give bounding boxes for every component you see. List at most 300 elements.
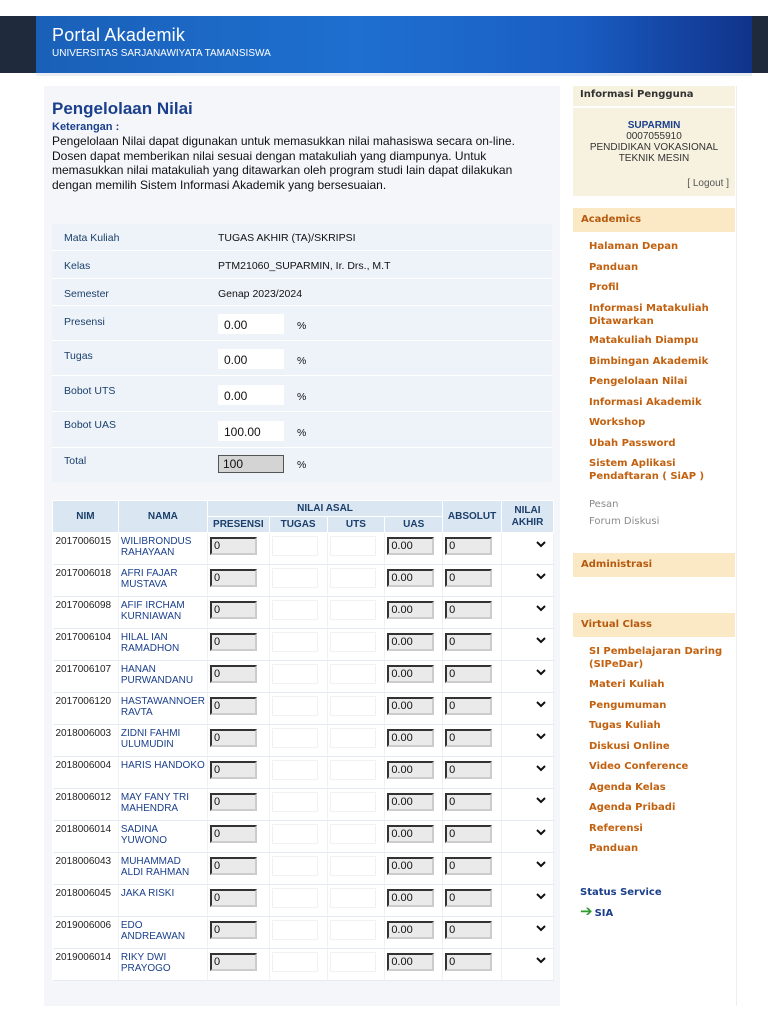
nama-cell: SADINA YUWONO [118,821,207,853]
final-grade-select[interactable] [510,600,550,620]
nama-cell: HASTAWANNOER RAVTA [118,693,207,725]
tugas-score-input[interactable] [272,536,318,556]
chevron-down-icon [536,891,546,903]
sidebar-item-pengelolaan-nilai[interactable]: Pengelolaan Nilai [589,376,688,387]
absolut-cell [443,533,502,565]
uas-cell [385,565,443,597]
tugas-score-input[interactable] [272,856,318,876]
presensi-score-field: 0 [210,601,257,619]
uts-score-input[interactable] [330,696,376,716]
uts-cell [327,725,385,757]
tugas-cell [269,629,327,661]
presensi-cell [207,885,269,917]
nama-cell: RIKY DWI PRAYOGO [118,949,207,981]
tugas-score-input[interactable] [272,728,318,748]
tugas-cell [269,853,327,885]
tugas-score-input[interactable] [272,600,318,620]
sidebar-item-panduan-virtual[interactable]: Panduan [589,843,639,854]
nim-cell: 2018006043 [53,853,119,885]
sidebar [573,86,735,920]
uts-cell [327,757,385,789]
table-row [53,725,554,757]
percent-unit: % [297,355,307,367]
sidebar-item-informasi-matakuliah[interactable]: Informasi Matakuliah Ditawarkan [589,303,709,327]
uas-cell [385,533,443,565]
sidebar-item-panduan[interactable]: Panduan [589,262,639,273]
nilai-akhir-cell [501,821,553,853]
tugas-header: TUGAS [269,517,327,533]
uas-score-field: 0.00 [387,825,434,843]
form-row-uts [52,377,552,412]
sidebar-item-pesan[interactable]: Pesan [589,499,619,510]
absolut-cell [443,629,502,661]
absolut-cell [443,885,502,917]
chevron-down-icon [536,699,546,711]
uts-cell [327,533,385,565]
presensi-score-field: 0 [210,889,257,907]
tugas-cell [269,725,327,757]
absolut-score-field: 0 [445,601,492,619]
presensi-cell [207,629,269,661]
nama-cell: HANAN PURWANDANU [118,661,207,693]
nim-cell: 2018006045 [53,885,119,917]
presensi-score-field: 0 [210,793,257,811]
uas-cell [385,693,443,725]
nim-header: NIM [53,501,119,533]
user-program: TEKNIK MESIN [618,153,690,164]
top-banner [0,16,768,73]
form-row-mata-kuliah [52,224,552,251]
sidebar-item-materi-kuliah[interactable]: Materi Kuliah [589,679,665,690]
tugas-cell [269,885,327,917]
uas-score-field: 0.00 [387,857,434,875]
info-label: Keterangan : [52,121,120,133]
table-row [53,757,554,789]
uas-cell [385,725,443,757]
uts-cell [327,885,385,917]
form-row-tugas [52,342,552,376]
grade-table [52,500,554,981]
uas-score-field: 0.00 [387,729,434,747]
nim-cell: 2017006015 [53,533,119,565]
nilai-akhir-cell [501,565,553,597]
tugas-cell [269,693,327,725]
sidebar-item-informasi-akademik[interactable]: Informasi Akademik [589,397,702,408]
presensi-score-field: 0 [210,857,257,875]
form-row-semester [52,280,552,306]
chevron-down-icon [536,731,546,743]
percent-unit: % [297,391,307,403]
presensi-score-field: 0 [210,729,257,747]
presensi-cell [207,597,269,629]
chevron-down-icon [536,603,546,615]
uas-cell [385,789,443,821]
form-row-kelas [52,252,552,279]
absolut-score-field: 0 [445,665,492,683]
tugas-cell [269,533,327,565]
nama-cell: MUHAMMAD ALDI RAHMAN [118,853,207,885]
mata-kuliah-label: Mata Kuliah [64,232,120,244]
uas-cell [385,597,443,629]
nilai-akhir-cell [501,597,553,629]
absolut-cell [443,757,502,789]
nilai-akhir-cell [501,629,553,661]
user-info-heading: Informasi Pengguna [573,86,735,106]
nama-cell: EDO ANDREAWAN [118,917,207,949]
sidebar-item-ubah-password[interactable]: Ubah Password [589,438,676,449]
tugas-score-input[interactable] [272,632,318,652]
presensi-cell [207,949,269,981]
presensi-header: PRESENSI [207,517,269,533]
form-row-presensi [52,307,552,341]
table-row [53,629,554,661]
nama-header: NAMA [118,501,207,533]
chevron-down-icon [536,955,546,967]
absolut-header: ABSOLUT [443,501,502,533]
tugas-score-input[interactable] [272,760,318,780]
tugas-score-input[interactable] [272,824,318,844]
tugas-score-input[interactable] [272,920,318,940]
form-row-uas [52,413,552,448]
absolut-cell [443,853,502,885]
nim-cell: 2018006014 [53,821,119,853]
portal-name: Portal Akademik [52,25,186,45]
form-row-total [52,449,552,482]
grade-settings-form [52,224,552,482]
uas-score-field: 0.00 [387,633,434,651]
chevron-down-icon [536,795,546,807]
final-grade-select[interactable] [510,728,550,748]
tugas-score-input[interactable] [272,696,318,716]
absolut-score-field: 0 [445,793,492,811]
chevron-down-icon [536,763,546,775]
tugas-score-input[interactable] [272,952,318,972]
sidebar-item-agenda-pribadi[interactable]: Agenda Pribadi [589,802,676,813]
presensi-score-field: 0 [210,633,257,651]
nama-cell: WILIBRONDUS RAHAYAAN [118,533,207,565]
nilai-akhir-cell [501,757,553,789]
chevron-down-icon [536,859,546,871]
page-title: Pengelolaan Nilai [52,99,193,118]
uts-cell [327,693,385,725]
absolut-cell [443,821,502,853]
uas-cell [385,757,443,789]
page-edge [736,86,737,1006]
sidebar-item-matakuliah-diampu[interactable]: Matakuliah Diampu [589,335,699,346]
nim-cell: 2019006006 [53,917,119,949]
grade-rows [53,533,554,981]
tugas-label: Tugas [64,350,93,362]
absolut-score-field: 0 [445,953,492,971]
uts-score-input[interactable] [330,856,376,876]
uts-cell [327,949,385,981]
uts-cell [327,629,385,661]
absolut-cell [443,949,502,981]
main-content [44,86,560,1006]
uas-score-field: 0.00 [387,537,434,555]
uts-weight-input[interactable]: 0.00 [218,385,284,405]
nama-cell: ZIDNI FAHMI ULUMUDIN [118,725,207,757]
header [36,16,752,73]
uas-score-field: 0.00 [387,921,434,939]
info-text: Pengelolaan Nilai dapat digunakan untuk memasukkan nilai mahasiswa secara on-line. Dosen dapat memberikan nilai sesuai dengan matakuliah yang diampunya. Untuk memasukkan nilai matakuliah yang ditawarkan oleh program studi lain dapat dilakukan dengan memilih Sistem Informasi Akademik yang bersesuaian. [52,134,515,192]
sidebar-item-halaman-depan[interactable]: Halaman Depan [589,241,679,252]
tugas-cell [269,597,327,629]
administrasi-heading: Administrasi [573,553,735,577]
uts-cell [327,917,385,949]
presensi-cell [207,917,269,949]
nilai-akhir-cell [501,789,553,821]
presensi-cell [207,725,269,757]
nama-cell: AFIF IRCHAM KURNIAWAN [118,597,207,629]
uts-cell [327,661,385,693]
nilai-akhir-cell [501,725,553,757]
nilai-akhir-cell [501,661,553,693]
absolut-cell [443,725,502,757]
table-row [53,949,554,981]
nilai-asal-header: NILAI ASAL [207,501,442,517]
chevron-down-icon [536,827,546,839]
absolut-score-field: 0 [445,729,492,747]
tugas-score-input[interactable] [272,664,318,684]
table-row [53,789,554,821]
final-grade-select[interactable] [510,792,550,812]
table-row [53,533,554,565]
kelas-label: Kelas [64,260,91,272]
presensi-cell [207,789,269,821]
uts-cell [327,853,385,885]
nim-cell: 2017006107 [53,661,119,693]
absolut-score-field: 0 [445,921,492,939]
header-divider [36,73,752,76]
final-grade-select[interactable] [510,888,550,908]
presensi-cell [207,565,269,597]
sidebar-item-referensi[interactable]: Referensi [589,823,643,834]
total-label: Total [64,455,87,467]
kelas-value: PTM21060_SUPARMIN, Ir. Drs., M.T [218,260,391,272]
uts-score-input[interactable] [330,952,376,972]
nilai-akhir-header: NILAI AKHIR [501,501,553,533]
nim-cell: 2018006004 [53,757,119,789]
presensi-cell [207,821,269,853]
chevron-down-icon [536,571,546,583]
semester-value: Genap 2023/2024 [218,288,303,300]
user-name: SUPARMIN [627,120,681,131]
table-row [53,853,554,885]
tugas-weight-input[interactable]: 0.00 [218,349,284,369]
table-row [53,917,554,949]
uts-score-input[interactable] [330,760,376,780]
final-grade-select[interactable] [510,920,550,940]
nilai-akhir-cell [501,885,553,917]
chevron-down-icon [536,539,546,551]
presensi-score-field: 0 [210,537,257,555]
sidebar-item-forum-diskusi[interactable]: Forum Diskusi [589,516,660,527]
sidebar-item-tugas-kuliah[interactable]: Tugas Kuliah [589,720,661,731]
uts-score-input[interactable] [330,632,376,652]
final-grade-select[interactable] [510,952,550,972]
presensi-cell [207,853,269,885]
final-grade-select[interactable] [510,632,550,652]
tugas-cell [269,917,327,949]
uts-cell [327,821,385,853]
sidebar-item-workshop[interactable]: Workshop [589,417,646,428]
absolut-score-field: 0 [445,537,492,555]
nim-cell: 2017006018 [53,565,119,597]
absolut-cell [443,661,502,693]
sidebar-item-pengumuman[interactable]: Pengumuman [589,700,667,711]
nim-cell: 2017006120 [53,693,119,725]
sidebar-item-video-conference[interactable]: Video Conference [589,761,689,772]
uas-score-field: 0.00 [387,697,434,715]
presensi-cell [207,757,269,789]
absolut-cell [443,565,502,597]
presensi-weight-input[interactable]: 0.00 [218,314,284,334]
nama-cell: MAY FANY TRI MAHENDRA [118,789,207,821]
uas-cell [385,853,443,885]
tugas-cell [269,565,327,597]
absolut-score-field: 0 [445,825,492,843]
nilai-akhir-cell [501,853,553,885]
uts-cell [327,597,385,629]
uas-score-field: 0.00 [387,665,434,683]
uas-score-field: 0.00 [387,889,434,907]
nilai-akhir-cell [501,917,553,949]
uas-score-field: 0.00 [387,761,434,779]
absolut-score-field: 0 [445,633,492,651]
uts-score-input[interactable] [330,568,376,588]
table-row [53,885,554,917]
uts-score-input[interactable] [330,824,376,844]
nim-cell: 2019006014 [53,949,119,981]
total-weight-field: 100 [218,455,284,473]
uas-score-field: 0.00 [387,793,434,811]
uas-score-field: 0.00 [387,569,434,587]
nilai-akhir-cell [501,533,553,565]
tugas-cell [269,789,327,821]
uas-cell [385,949,443,981]
nim-cell: 2018006003 [53,725,119,757]
tugas-cell [269,949,327,981]
presensi-score-field: 0 [210,761,257,779]
uts-score-input[interactable] [330,600,376,620]
chevron-down-icon [536,635,546,647]
nama-cell: HILAL IAN RAMADHON [118,629,207,661]
final-grade-select[interactable] [510,568,550,588]
arrow-right-icon: ➔ [580,902,593,920]
nilai-akhir-cell [501,693,553,725]
sidebar-item-bimbingan-akademik[interactable]: Bimbingan Akademik [589,356,709,367]
nama-cell: HARIS HANDOKO [118,757,207,789]
final-grade-select[interactable] [510,856,550,876]
uts-cell [327,789,385,821]
presensi-score-field: 0 [210,825,257,843]
user-department: PENDIDIKAN VOKASIONAL [589,142,719,153]
uts-score-input[interactable] [330,664,376,684]
uas-header: UAS [385,517,443,533]
uas-score-field: 0.00 [387,953,434,971]
logout-link[interactable]: [ Logout ] [687,178,729,189]
absolut-score-field: 0 [445,889,492,907]
nim-cell: 2017006104 [53,629,119,661]
table-row [53,693,554,725]
uts-score-input[interactable] [330,536,376,556]
semester-label: Semester [64,288,109,300]
uas-cell [385,917,443,949]
presensi-cell [207,693,269,725]
table-row [53,821,554,853]
sia-label: SIA [594,908,614,919]
absolut-score-field: 0 [445,761,492,779]
nama-cell: AFRI FAJAR MUSTAVA [118,565,207,597]
final-grade-select[interactable] [510,760,550,780]
final-grade-select[interactable] [510,664,550,684]
sidebar-item-diskusi-online[interactable]: Diskusi Online [589,741,670,752]
table-row [53,661,554,693]
absolut-cell [443,597,502,629]
final-grade-select[interactable] [510,824,550,844]
uts-score-input[interactable] [330,792,376,812]
sidebar-item-agenda-kelas[interactable]: Agenda Kelas [589,782,666,793]
uas-weight-input[interactable]: 100.00 [218,421,284,441]
nama-cell: JAKA RISKI [118,885,207,917]
uts-score-input[interactable] [330,888,376,908]
table-row [53,565,554,597]
nilai-akhir-cell [501,949,553,981]
tugas-cell [269,821,327,853]
status-service-heading: Status Service [580,887,662,898]
tugas-score-input[interactable] [272,568,318,588]
presensi-label: Presensi [64,316,105,328]
virtual-class-heading: Virtual Class [573,613,735,637]
final-grade-select[interactable] [510,536,550,556]
uts-label: Bobot UTS [64,385,116,397]
uas-cell [385,821,443,853]
chevron-down-icon [536,923,546,935]
sidebar-item-sipedar[interactable]: SI Pembelajaran Daring (SIPeDar) [589,646,723,670]
sia-status-link[interactable] [580,902,613,920]
uas-cell [385,629,443,661]
uts-header: UTS [327,517,385,533]
user-id: 0007055910 [626,131,682,142]
uts-score-input[interactable] [330,920,376,940]
percent-unit: % [297,459,307,471]
uts-score-input[interactable] [330,728,376,748]
uts-cell [327,565,385,597]
percent-unit: % [297,320,307,332]
absolut-cell [443,789,502,821]
tugas-score-input[interactable] [272,888,318,908]
sidebar-item-profil[interactable]: Profil [589,282,619,293]
nim-cell: 2018006012 [53,789,119,821]
absolut-score-field: 0 [445,857,492,875]
tugas-score-input[interactable] [272,792,318,812]
uas-label: Bobot UAS [64,419,116,431]
mata-kuliah-value: TUGAS AKHIR (TA)/SKRIPSI [218,232,356,244]
uas-cell [385,885,443,917]
sidebar-item-siap[interactable]: Sistem Aplikasi Pendaftaran ( SiAP ) [589,458,705,482]
university-name: UNIVERSITAS SARJANAWIYATA TAMANSISWA [52,48,271,59]
presensi-cell [207,661,269,693]
presensi-score-field: 0 [210,921,257,939]
presensi-cell [207,533,269,565]
absolut-score-field: 0 [445,697,492,715]
absolut-score-field: 0 [445,569,492,587]
final-grade-select[interactable] [510,696,550,716]
tugas-cell [269,661,327,693]
presensi-score-field: 0 [210,665,257,683]
table-row [53,597,554,629]
